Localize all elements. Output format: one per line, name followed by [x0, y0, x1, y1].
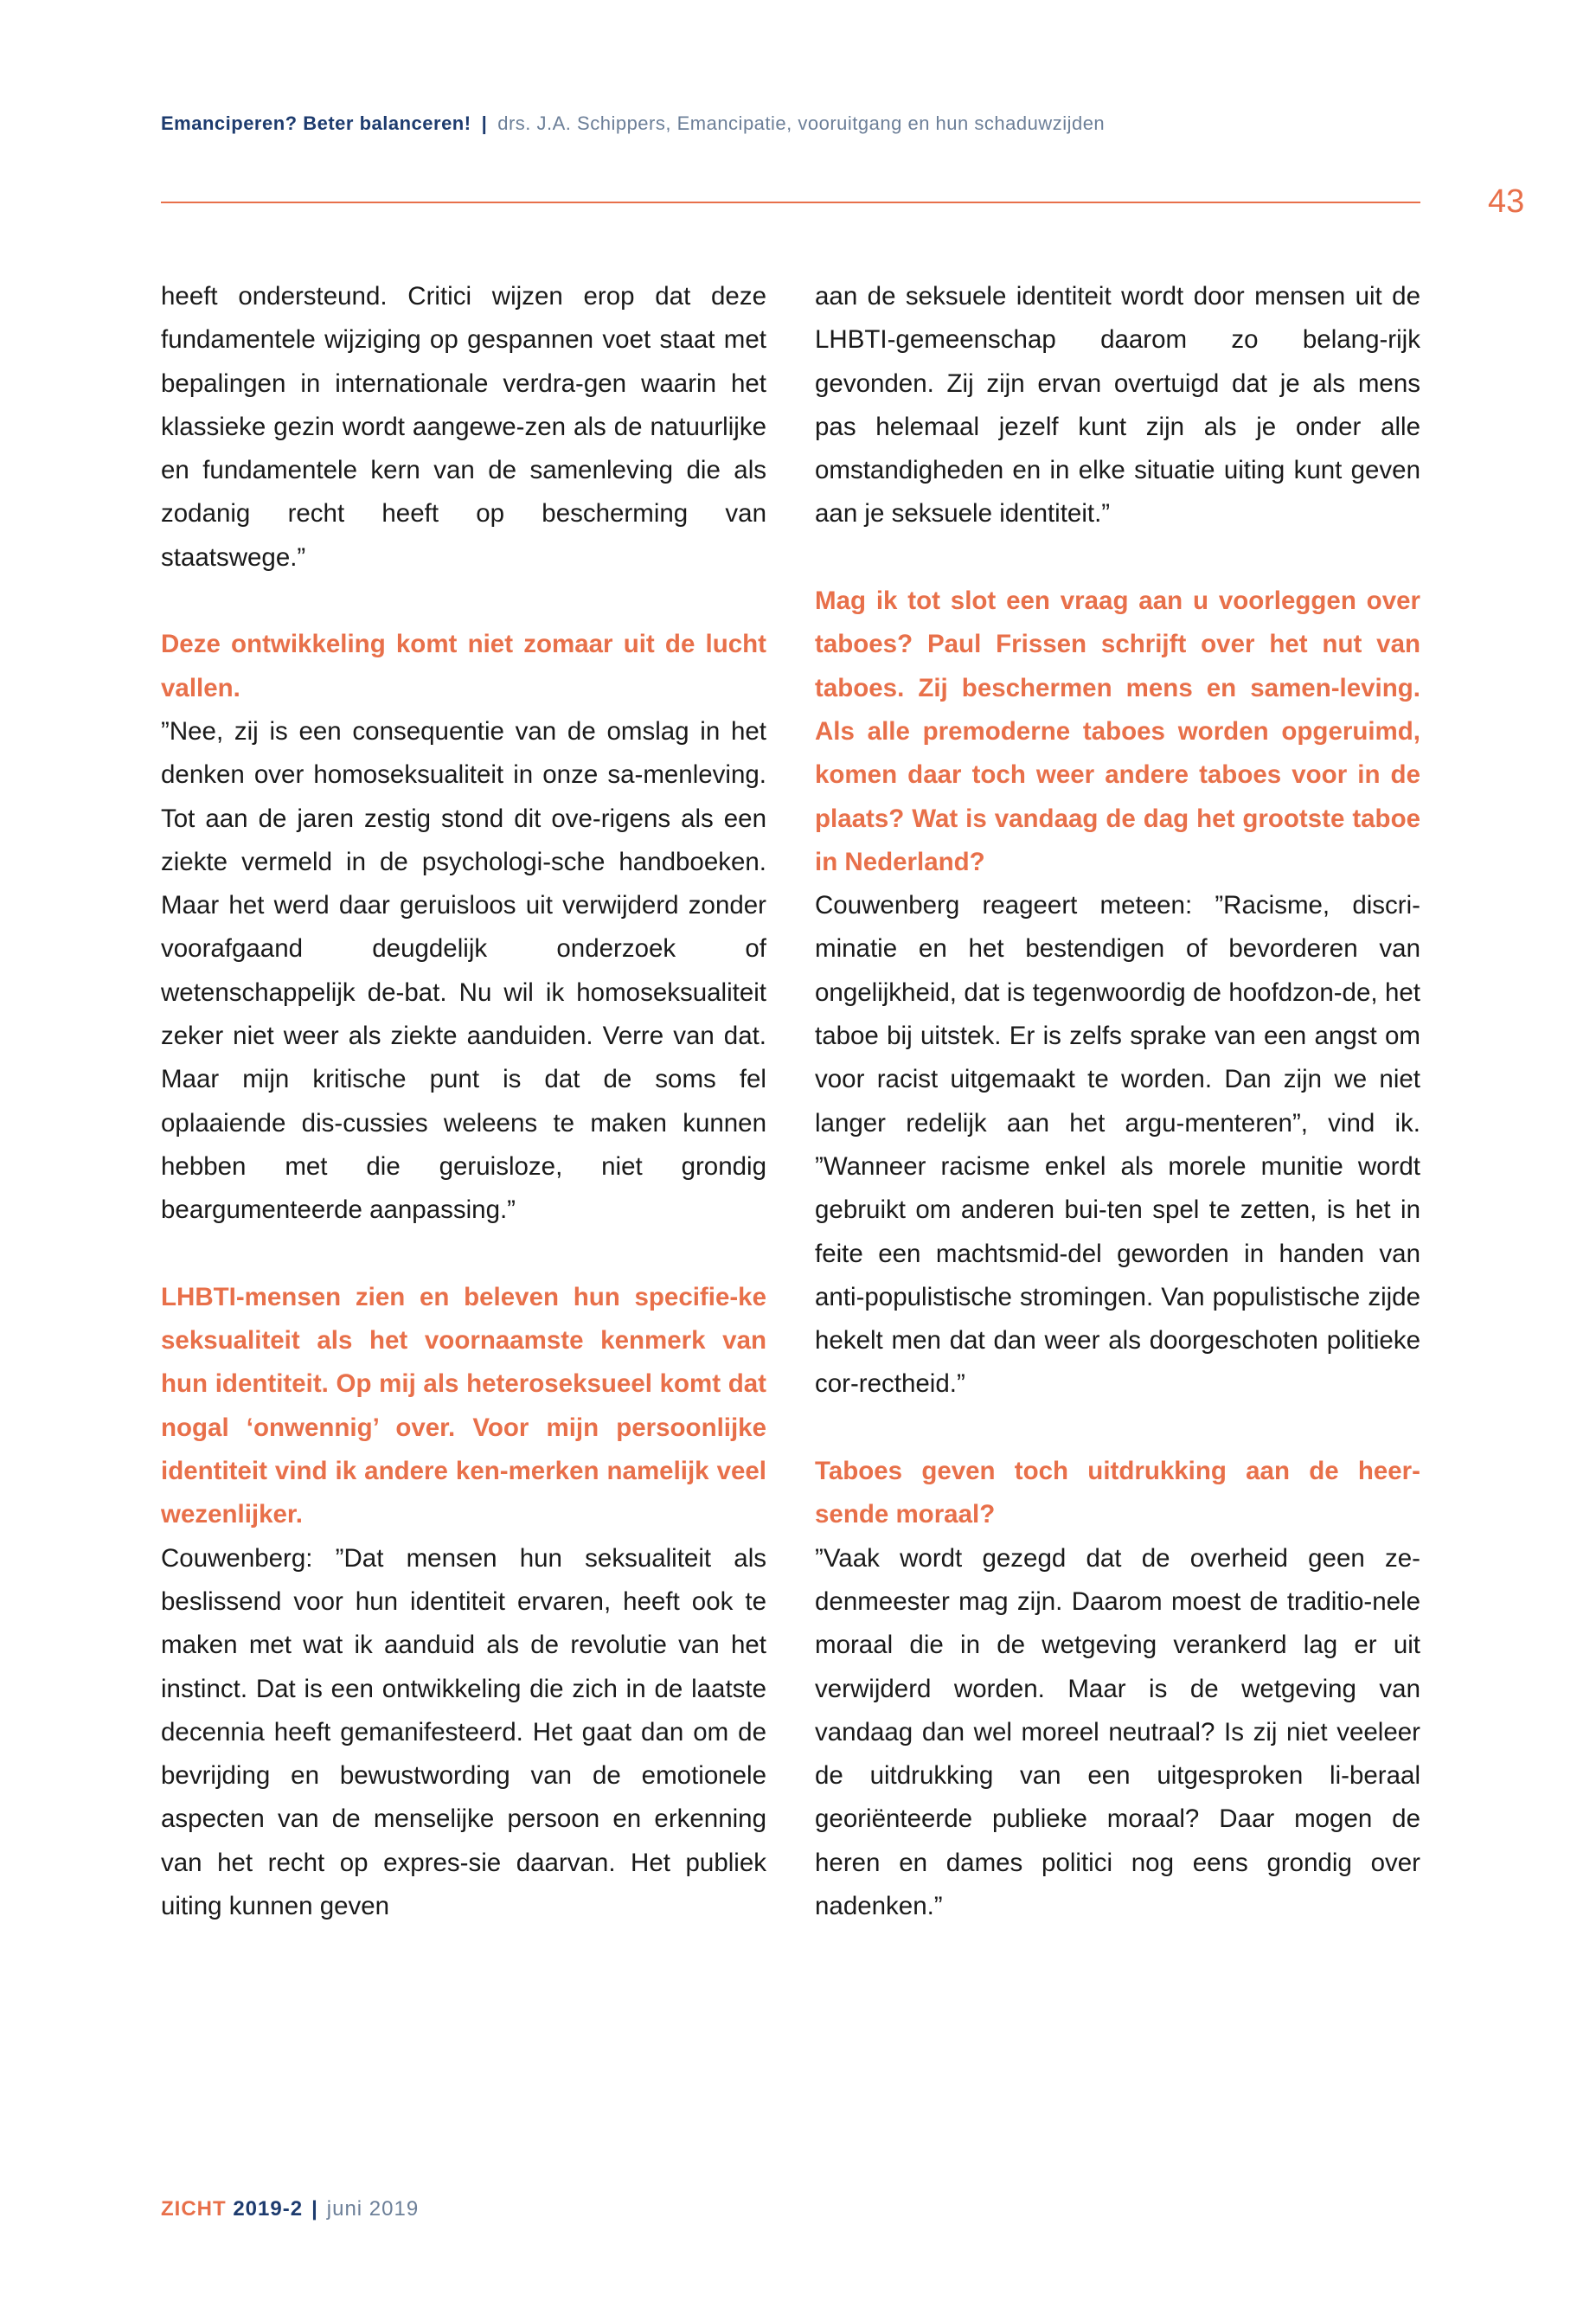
header-rule [161, 202, 1420, 203]
qa-block [161, 623, 766, 1232]
left-column [161, 275, 766, 1972]
qa-block [815, 1450, 1420, 1928]
magazine-name: ZICHT [161, 2197, 227, 2221]
footer-separator: | [311, 2197, 318, 2221]
interview-question: LHBTI-mensen zien en beleven hun specifie-ke seksualiteit als het voornaamste kenmerk van hun identiteit. Op mij als heteroseksueel komt dat nogal ‘onwennig’ over. Voor mijn persoonlijke identiteit vind ik andere ken-merken namelijk veel wezenlijker. [161, 1282, 766, 1529]
interview-question: Taboes geven toch uitdrukking aan de heer-sende moraal? [815, 1457, 1420, 1529]
interview-answer: Couwenberg: ”Dat mensen hun seksualiteit als beslissend voor hun identiteit ervaren, heeft ook te maken met wat ik aanduid als de revolutie van het instinct. Dat is een ontwikkeling die zich in de laatste decennia heeft gemanifesteerd. Het gaat dan om de bevrijding en bewustwording van de emotionele aspecten van de menselijke persoon en erkenning van het recht op expres-sie daarvan. Het publiek uiting kunnen geven [161, 1543, 766, 1920]
page-footer [161, 2197, 419, 2221]
interview-question: Deze ontwikkeling komt niet zomaar uit de lucht vallen. [161, 630, 766, 702]
qa-block [815, 580, 1420, 1407]
paragraph: heeft ondersteund. Critici wijzen erop dat deze fundamentele wijziging op gespannen voet staat met bepalingen in internationale verdra-gen waarin het klassieke gezin wordt aangewe-zen als de natuurlijke en fundamentele kern van de samenleving die als zodanig recht heeft op bescherming van staatswege.” [161, 282, 766, 572]
paragraph: aan de seksuele identiteit wordt door mensen uit de LHBTI-gemeenschap daarom zo belang-rijk gevonden. Zij zijn ervan overtuigd dat je als mens pas helemaal jezelf kunt zijn als je onder alle omstandigheden en in elke situatie uiting kunt geven aan je seksuele identiteit.” [815, 282, 1420, 529]
qa-block [161, 1276, 766, 1928]
interview-answer: ”Vaak wordt gezegd dat de overheid geen ze-denmeester mag zijn. Daarom moest de traditio-nele moraal die in de wetgeving verankerd lag er uit verwijderd worden. Maar is de wetgeving van vandaag dan wel moreel neutraal? Is zij niet veeleer de uitdrukking van een uitgesproken li-beraal georiënteerde publieke moraal? Daar mogen de heren en dames politici nog eens grondig over nadenken.” [815, 1543, 1420, 1920]
page-number: 43 [1488, 183, 1525, 220]
issue-number: 2019-2 [233, 2197, 304, 2221]
running-header [161, 112, 1105, 135]
interview-answer: ”Nee, zij is een consequentie van de omslag in het denken over homoseksualiteit in onze sa-menleving. Tot aan de jaren zestig stond dit ove-rigens als een ziekte vermeld in de psychologi-sche handboeken. Maar het werd daar geruisloos uit verwijderd zonder voorafgaand deugdelijk onderzoek of wetenschappelijk de-bat. Nu wil ik homoseksualiteit zeker niet weer als ziekte aanduiden. Verre van dat. Maar mijn kritische punt is dat de soms fel oplaaiende dis-cussies weleens te maken kunnen hebben met die geruisloze, niet grondig beargumenteerde aanpassing.” [161, 716, 766, 1225]
issue-date: juni 2019 [326, 2197, 420, 2221]
header-subtitle: drs. J.A. Schippers, Emancipatie, vooruitgang en hun schaduwzijden [497, 112, 1106, 134]
interview-answer: Couwenberg reageert meteen: ”Racisme, discri-minatie en het bestendigen of bevorderen van ongelijkheid, dat is tegenwoordig de hoofdzon-de, het taboe bij uitstek. Er is zelfs sprake van een angst om voor racist uitgemaakt te worden. Dan zijn we niet langer redelijk aan het argu-menteren”, vind ik. ”Wanneer racisme enkel als morele munitie wordt gebruikt om anderen bui-ten spel te zetten, is het in feite een machtsmid-del geworden in handen van anti-populistische stromingen. Van populistische zijde hekelt men dat dan weer als doorgeschoten politieke cor-rectheid.” [815, 891, 1420, 1399]
interview-question: Mag ik tot slot een vraag aan u voorleggen over taboes? Paul Frissen schrijft over het nut van taboes. Zij beschermen mens en samen-leving. Als alle premoderne taboes worden opgeruimd, komen daar toch weer andere taboes voor in de plaats? Wat is vandaag de dag het grootste taboe in Nederland? [815, 586, 1420, 876]
header-separator: | [481, 112, 488, 134]
right-column [815, 275, 1420, 1972]
header-title: Emanciperen? Beter balanceren! [161, 112, 471, 134]
